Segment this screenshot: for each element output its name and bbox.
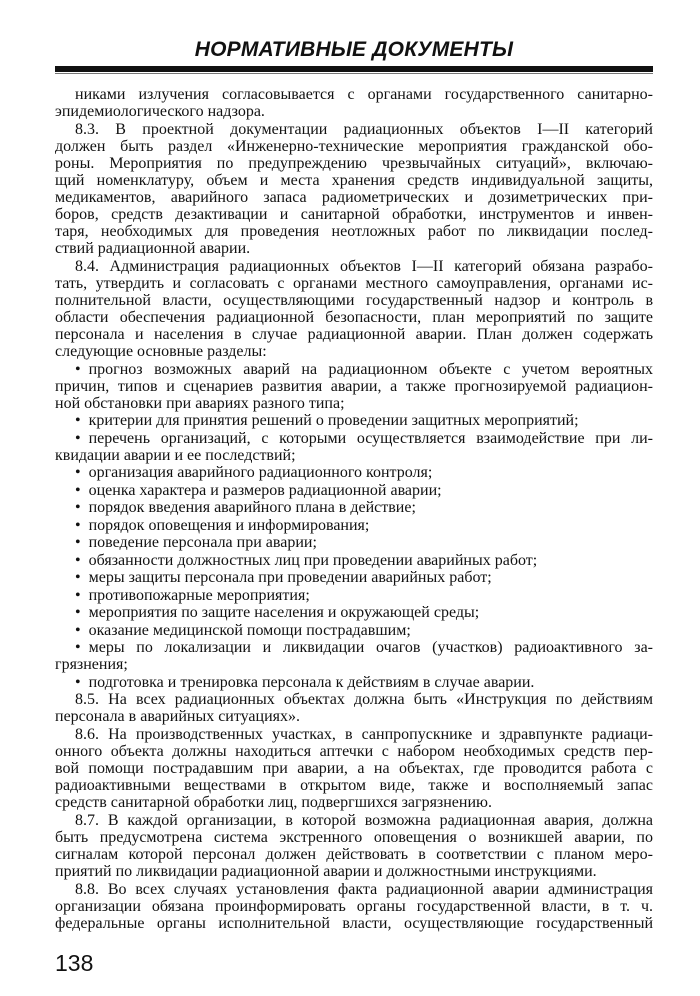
line-text: обязанности должностных лиц при проведении аварийных работ; [88,551,538,569]
line-text: мероприятия по защите населения и окружающей среды; [88,604,480,622]
line-text: следующие основные разделы: [55,343,267,361]
line-text: персонала в аварийных ситуациях». [55,708,301,726]
line-text: ной обстановки при авариях разного типа; [55,394,345,412]
bullet-icon: • [75,604,81,622]
bullet-icon: • [75,569,81,587]
paragraph [55,121,653,258]
line-text: роны. Мероприятия по предупреждению чрезвычайных ситуаций», включаю- [55,154,653,172]
line-text: 8.7. В каждой организации, в которой возможна радиационная авария, должна [75,811,653,829]
line-text: приятий по ликвидации радиационной аварии и должностными инструкциями. [55,863,597,881]
bullet-item [55,482,653,499]
text-line [55,121,653,138]
line-text: оказание медицинской помощи пострадавшим; [88,621,411,639]
text-line [55,395,653,412]
line-text: области обеспечения радиационной безопасности, план мероприятий по защите [55,309,653,326]
text-line [55,326,653,343]
bullet-icon: • [75,360,81,378]
bullet-icon: • [75,412,81,430]
text-line [55,86,653,103]
bullet-icon: • [75,429,81,447]
line-text: 8.3. В проектной документации радиационных объектов I—II категорий [75,120,653,138]
text-line [55,639,653,656]
text-line [55,863,653,880]
text-line [55,464,653,481]
bullet-item [55,674,653,691]
line-text: таря, необходимых для проведения неотложных работ по ликвидации послед- [55,223,653,241]
paragraph [55,726,653,811]
text-line [55,777,653,794]
paragraph [55,258,653,361]
line-text: грязнения; [55,656,128,674]
text-line [55,499,653,516]
bullet-item [55,534,653,551]
line-text: прогноз возможных аварий на радиационном объекте с учетом вероятных [88,360,653,378]
line-text: щий номенклатуру, объем и места хранения средств индивидуальной защиты, [55,171,653,189]
bullet-item [55,569,653,586]
line-text: средств санитарной обработки лиц, подвергшихся загрязнению. [55,794,492,812]
line-text: 8.8. Во всех случаях установления факта радиационной аварии администрация [75,880,653,898]
line-text: медикаментов, аварийного запаса радиометрических и дозиметрических при- [55,188,653,206]
text-line [55,846,653,863]
text-line [55,103,653,120]
text-line [55,240,653,257]
text-line [55,412,653,429]
document-body [55,86,653,932]
text-line [55,552,653,569]
paragraph [55,691,653,725]
text-line [55,378,653,395]
bullet-icon: • [75,621,81,639]
line-text: тать, утвердить и согласовать с органами местного самоуправления, органами ис- [55,274,653,292]
line-text: 8.5. На всех радиационных объектах должна быть «Инструкция по действиям [75,691,653,709]
text-line [55,708,653,725]
line-text: порядок оповещения и информирования; [88,516,370,534]
running-header: НОРМАТИВНЫЕ ДОКУМЕНТЫ [194,38,514,61]
text-line [55,430,653,447]
line-text: онного объекта должны находиться аптечки с набором необходимых средств пер- [55,742,653,760]
bullet-icon: • [75,481,81,499]
text-line [55,309,653,326]
text-line [55,743,653,760]
bullet-icon: • [75,534,81,552]
text-line [55,829,653,846]
line-text: ствий радиационной аварии. [55,240,251,258]
text-line [55,258,653,275]
line-text: вой помощи пострадавшим при аварии, а на объектах, где проводится работа с [55,760,653,778]
line-text: никами излучения согласовывается с органами государственного санитарно- [75,86,653,103]
paragraph [55,86,653,120]
bullet-item [55,517,653,534]
bullet-item [55,639,653,673]
text-line [55,275,653,292]
bullet-item [55,499,653,516]
text-line [55,794,653,811]
line-text: полнительной власти, осуществляющими государственный надзор и контроль в [55,291,653,309]
paragraph [55,812,653,880]
line-text: оценка характера и размеров радиационной аварии; [88,481,442,499]
bullet-icon: • [75,639,81,657]
line-text: критерии для принятия решений о проведении защитных мероприятий; [88,412,579,430]
text-line [55,206,653,223]
bullet-icon: • [75,464,81,482]
bullet-icon: • [75,499,81,517]
text-line [55,482,653,499]
line-text: федеральные органы исполнительной власти, осуществляющие государственный [55,914,653,932]
line-text: меры защиты персонала при проведении аварийных работ; [88,569,492,587]
text-line [55,622,653,639]
text-line [55,691,653,708]
line-text: причин, типов и сценариев развития аварии, а также прогнозируемой радиацион- [55,377,653,395]
line-text: подготовка и тренировка персонала к действиям в случае аварии. [88,673,535,691]
line-text: организация аварийного радиационного контроля; [88,464,433,482]
line-text: организации обязана проинформировать органы государственной власти, в т. ч. [55,897,653,915]
text-line [55,898,653,915]
text-line [55,915,653,932]
line-text: перечень организаций, с которыми осуществляется взаимодействие при ли- [88,429,653,447]
text-line [55,656,653,673]
page-number: 138 [55,950,94,976]
header-rule [55,66,653,72]
line-text: быть предусмотрена система экстренного оповещения о возникшей аварии, по [55,828,653,846]
line-text: противопожарные мероприятия; [88,586,310,604]
text-line [55,760,653,777]
bullet-item [55,464,653,481]
text-line [55,587,653,604]
line-text: эпидемиологического надзора. [55,103,265,121]
text-line [55,292,653,309]
text-line [55,812,653,829]
line-text: должен быть раздел «Инженерно-технические мероприятия гражданской обо- [55,137,653,155]
bullet-item [55,604,653,621]
text-line [55,604,653,621]
line-text: 8.6. На производственных участках, в санпропускнике и здравпункте радиаци- [75,725,653,743]
text-line [55,172,653,189]
line-text: радиоактивными веществами в открытом виде, также и восполняемый запас [55,777,653,795]
text-line [55,726,653,743]
line-text: порядок введения аварийного плана в действие; [88,499,416,517]
bullet-icon: • [75,516,81,534]
text-line [55,361,653,378]
bullet-item [55,412,653,429]
text-line [55,569,653,586]
paragraph [55,881,653,932]
header-rule-thin [55,73,653,74]
text-line [55,155,653,172]
text-line [55,447,653,464]
bullet-item [55,552,653,569]
bullet-item [55,430,653,464]
line-text: сигналам которой персонал должен действовать в соответствии с планом меро- [55,845,653,863]
line-text: боров, средств дезактивации и санитарной обработки, инструментов и инвен- [55,206,653,224]
bullet-item [55,622,653,639]
text-line [55,674,653,691]
line-text: поведение персонала при аварии; [88,534,317,552]
bullet-icon: • [75,551,81,569]
text-line [55,223,653,240]
line-text: персонала и населения в случае радиационной аварии. План должен содержать [55,326,653,344]
text-line [55,881,653,898]
text-line [55,534,653,551]
bullet-icon: • [75,586,81,604]
text-line [55,138,653,155]
text-line [55,517,653,534]
text-line [55,189,653,206]
line-text: квидации аварии и ее последствий; [55,446,296,464]
bullet-icon: • [75,673,81,691]
bullet-item [55,361,653,412]
text-line [55,343,653,360]
line-text: меры по локализации и ликвидации очагов (участков) радиоактивного за- [88,639,653,657]
line-text: 8.4. Администрация радиационных объектов I—II категорий обязана разрабо- [75,257,653,275]
bullet-item [55,587,653,604]
